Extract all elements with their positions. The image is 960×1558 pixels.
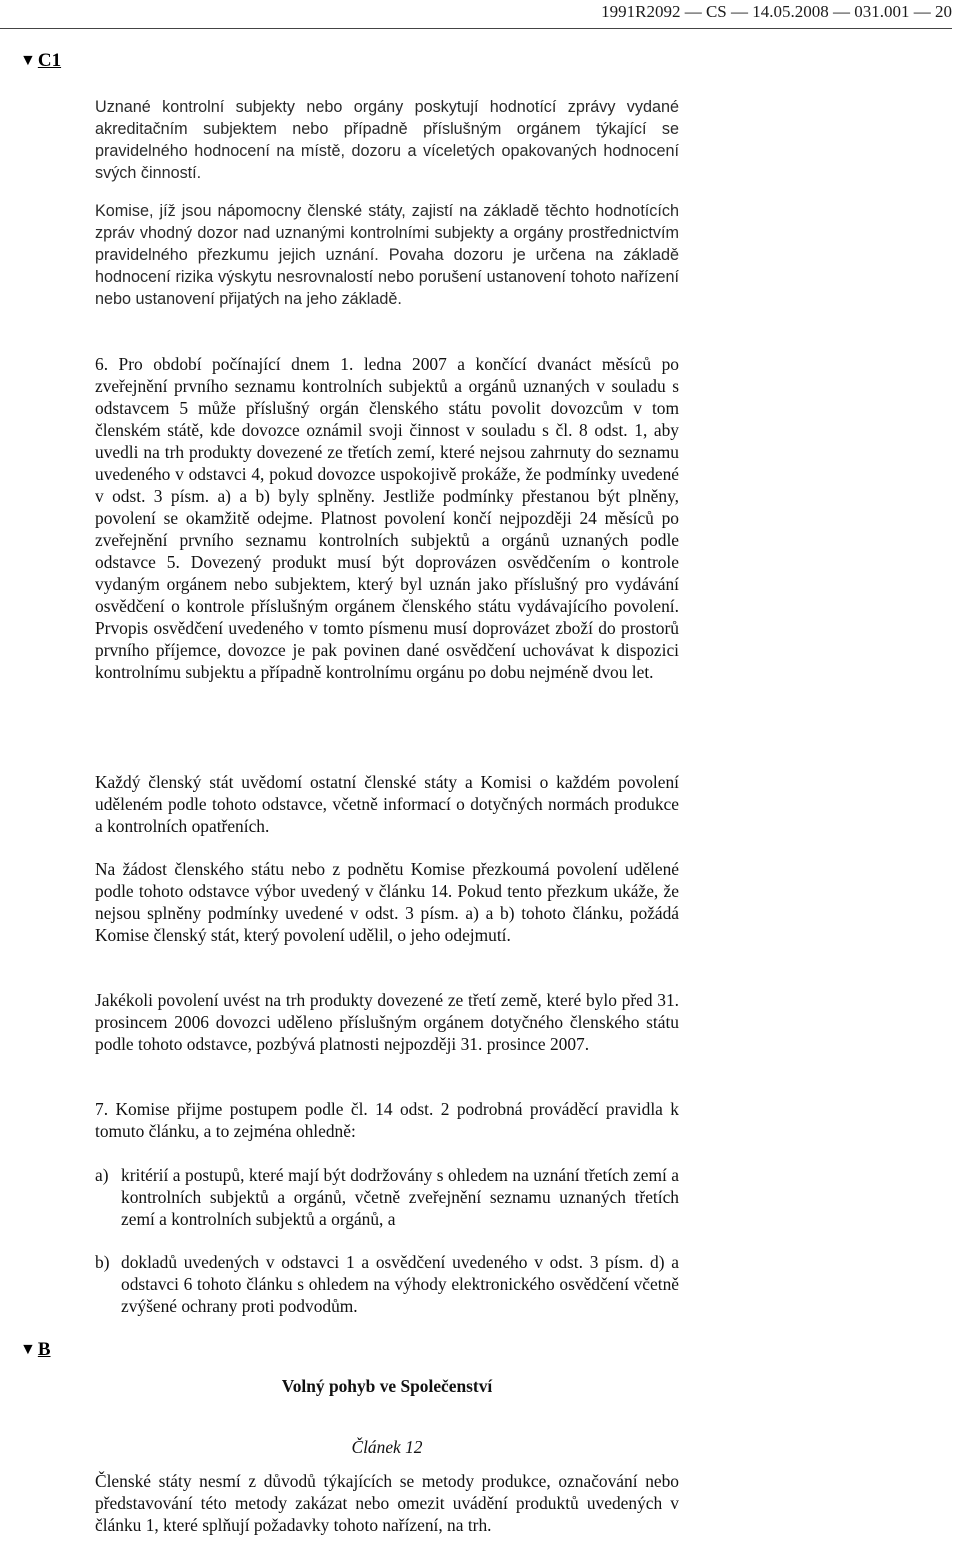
marker-b-label[interactable]: B bbox=[37, 1339, 51, 1360]
triangle-down-icon: ▼ bbox=[20, 52, 36, 69]
paragraph-evaluation-reports: Uznané kontrolní subjekty nebo orgány poskytují hodnotící zprávy vydané akreditačním subjektem nebo případně příslušným orgánem týkající se pravidelného hodnocení na místě, dozoru a víceletých opakovaných hodnocení svých činností. bbox=[95, 98, 679, 182]
marker-c1[interactable] bbox=[20, 50, 61, 72]
list-item-text: kritérií a postupů, které mají být dodržovány s ohledem na uznání třetích zemí a kontrolních subjektů a orgánů, včetně zveřejnění seznamu uznaných třetích zemí a kontrolních subjektů a orgánů, a bbox=[121, 1165, 679, 1229]
paragraph-7-implementing-rules: 7. Komise přijme postupem podle čl. 14 odst. 2 podrobná prováděcí pravidla k tomuto článku, a to zejména ohledně: bbox=[95, 1099, 679, 1141]
document-reference: 1991R2092 — CS — 14.05.2008 — 031.001 — 20 bbox=[601, 2, 952, 21]
paragraph-authorisation-review: Na žádost členského státu nebo z podnětu Komise přezkoumá povolení udělené podle tohoto odstavce výbor uvedený v článku 14. Pokud tento přezkum ukáže, že nejsou splněny podmínky uvedené v odst. 3 písm. a) a b) tohoto článku, požádá Komise členský stát, který povolení udělil, o jeho odejmutí. bbox=[95, 859, 679, 945]
paragraph-6-transitional-authorisation: 6. Pro období počínající dnem 1. ledna 2007 a končící dvanáct měsíců po zveřejnění prvního seznamu kontrolních subjektů a orgánů uznaných v souladu s odstavcem 5 může příslušný orgán členského státu povolit dovozcům v tom členském státě, kde dovozce oznámil svoji činnost v souladu s čl. 8 odst. 1, aby uvedli na trh produkty dovezené ze třetích zemí, které nejsou zahrnuty do seznamu uvedeného v odstavci 4, pokud dovozce uspokojivě prokáže, že podmínky uvedené v odst. 3 písm. a) a b) byly splněny. Jestliže podmínky přestanou být plněny, povolení se okamžitě odejme. Platnost povolení končí nejpozději 24 měsíců po zveřejnění prvního seznamu kontrolních subjektů a orgánů uznaných podle odstavce 5. Dovezený produkt musí být doprovázen osvědčením o kontrole vydaným orgánem nebo subjektem, který byl uznán jako příslušný pro vydávání osvědčení o kontrole příslušným orgánem členského státu vydávajícího povolení. Prvopis osvědčení uvedeného v tomto písmenu musí doprovázet zboží do prostorů prvního příjemce, dovozce je pak povinen dané osvědčení uchovávat k dispozici kontrolnímu subjektu a případně kontrolnímu orgánu po dobu nejméně dvou let. bbox=[95, 354, 679, 682]
paragraph-commission-supervision: Komise, jíž jsou nápomocny členské státy, zajistí na základě těchto hodnotících zpráv vhodný dozor nad uznanými kontrolními subjekty a orgány prostřednictvím pravidelného přezkumu jejich uznání. Povaha dozoru je určena na základě hodnocení rizika výskytu nesrovnalostí nebo porušení ustanovení tohoto nařízení nebo ustanovení přijatých na jeho základě. bbox=[95, 202, 679, 308]
list-item-label: a) bbox=[95, 1165, 109, 1185]
list-item-text: dokladů uvedených v odstavci 1 a osvědčení uvedeného v odst. 3 písm. d) a odstavci 6 tohoto článku s ohledem na výhody elektronického osvědčení včetně zvýšené ochrany proti podvodům. bbox=[121, 1252, 679, 1316]
paragraph-member-state-notification: Každý členský stát uvědomí ostatní členské státy a Komisi o každém povolení uděleném podle tohoto odstavce, včetně informací o dotyčných normách produkce a kontrolních opatřeních. bbox=[95, 772, 679, 836]
marker-c1-label[interactable]: C1 bbox=[37, 50, 62, 71]
marker-b[interactable] bbox=[20, 1339, 51, 1361]
paragraph-authorisation-expiry: Jakékoli povolení uvést na trh produkty dovezené ze třetí země, které bylo před 31. prosincem 2006 dovozci uděleno příslušným orgánem dotyčného členského státu podle tohoto odstavce, pozbývá platnosti nejpozději 31. prosince 2007. bbox=[95, 990, 679, 1054]
article-heading: Článek 12 bbox=[351, 1437, 423, 1457]
page-header bbox=[0, 0, 952, 40]
triangle-down-icon: ▼ bbox=[20, 1341, 36, 1358]
paragraph-article-12: Členské státy nesmí z důvodů týkajících se metody produkce, označování nebo představování této metody zakázat nebo omezit uvádění produktů uvedených v článku 1, které splňují požadavky tohoto nařízení, na trh. bbox=[95, 1471, 679, 1535]
header-rule bbox=[0, 28, 952, 29]
list-item-label: b) bbox=[95, 1252, 110, 1272]
section-heading: Volný pohyb ve Společenství bbox=[281, 1376, 493, 1396]
list-item bbox=[95, 1251, 679, 1317]
list-item bbox=[95, 1164, 679, 1230]
